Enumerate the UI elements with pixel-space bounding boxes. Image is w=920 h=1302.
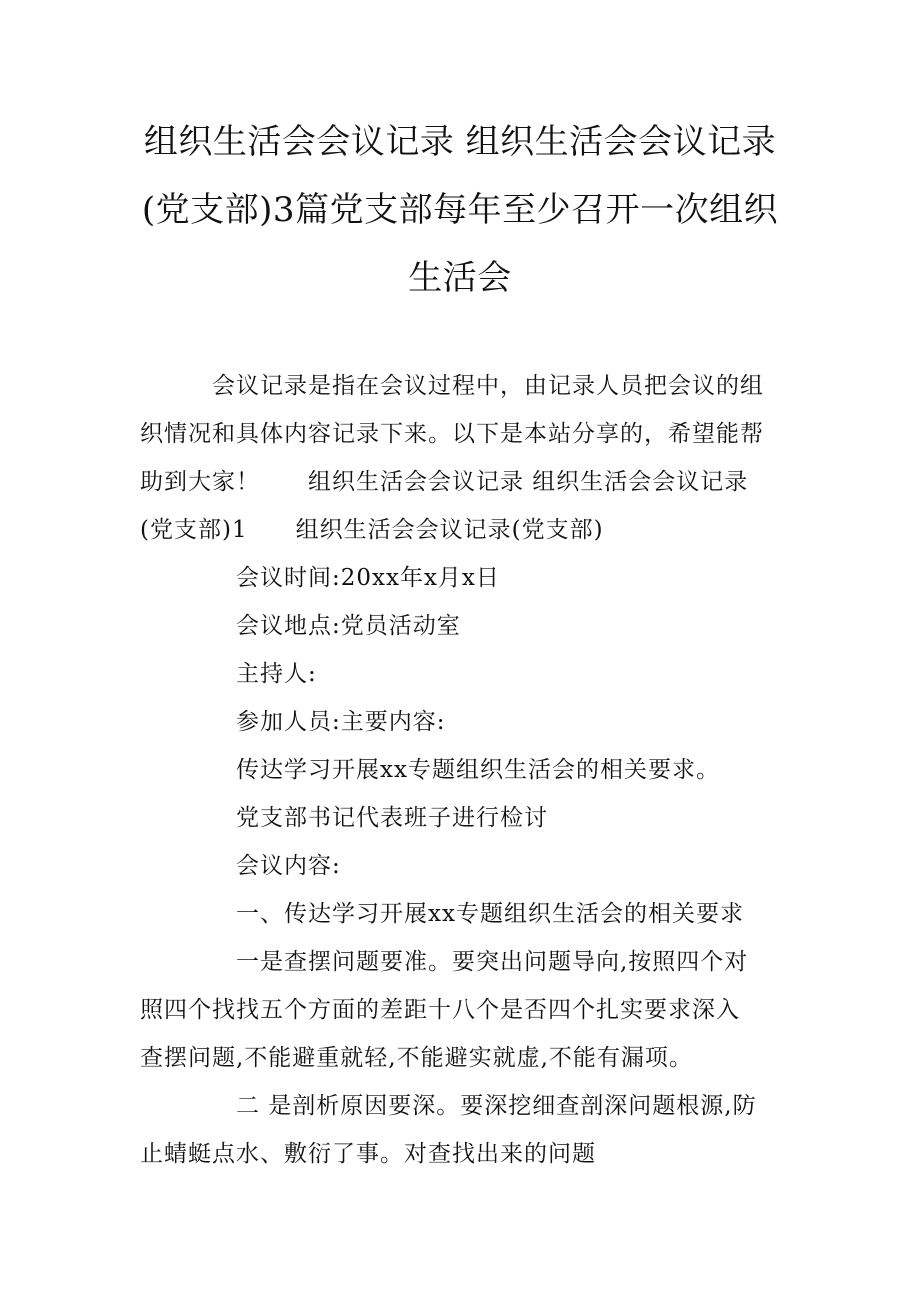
intro-line-1: 会议记录是指在会议过程中，由记录人员把会议的组: [212, 373, 764, 399]
meeting-attendees: 参加人员:主要内容:: [236, 709, 446, 735]
paragraph-1-line-1: 一是查摆问题要准。要突出问题导向,按照四个对: [236, 949, 749, 975]
meeting-host: 主持人:: [236, 661, 317, 687]
intro-line-2: 织情况和具体内容记录下来。以下是本站分享的，希望能帮: [140, 421, 764, 447]
intro-line-4: [140, 506, 785, 554]
intro-line-4-start: (党支部)1: [140, 517, 248, 543]
intro-line-4-end: 组织生活会会议记录(党支部): [295, 517, 604, 543]
agenda-item-1: 传达学习开展xx专题组织生活会的相关要求。: [236, 757, 720, 783]
meeting-content-label: 会议内容:: [236, 853, 341, 879]
title-line-1: 组织生活会会议记录 组织生活会会议记录: [143, 122, 777, 162]
meeting-time: 会议时间:20xx年x月x日: [236, 565, 500, 591]
paragraph-2-line-2: 止蜻蜓点水、敷衍了事。对查找出来的问题: [140, 1141, 596, 1167]
paragraph-1-line-2: 照四个找找五个方面的差距十八个是否四个扎实要求深入: [140, 997, 740, 1023]
meeting-place: 会议地点:党员活动室: [236, 613, 461, 639]
section-heading-1: 一、传达学习开展xx专题组织生活会的相关要求: [236, 901, 744, 927]
document-body: [140, 362, 785, 1178]
intro-line-3-start: 助到大家！: [140, 469, 260, 495]
paragraph-2-line-1: 二 是剖析原因要深。要深挖细查剖深问题根源,防: [236, 1093, 757, 1119]
title-line-3: 生活会: [408, 258, 512, 298]
paragraph-1-line-3: 查摆问题,不能避重就轻,不能避实就虚,不能有漏项。: [140, 1045, 693, 1071]
title-line-2: (党支部)3篇党支部每年至少召开一次组织: [141, 190, 779, 230]
intro-line-3: [140, 458, 785, 506]
agenda-item-2: 党支部书记代表班子进行检讨: [236, 805, 548, 831]
document-title: [120, 108, 800, 312]
intro-line-3-end: 组织生活会会议记录 组织生活会会议记录: [308, 469, 749, 495]
